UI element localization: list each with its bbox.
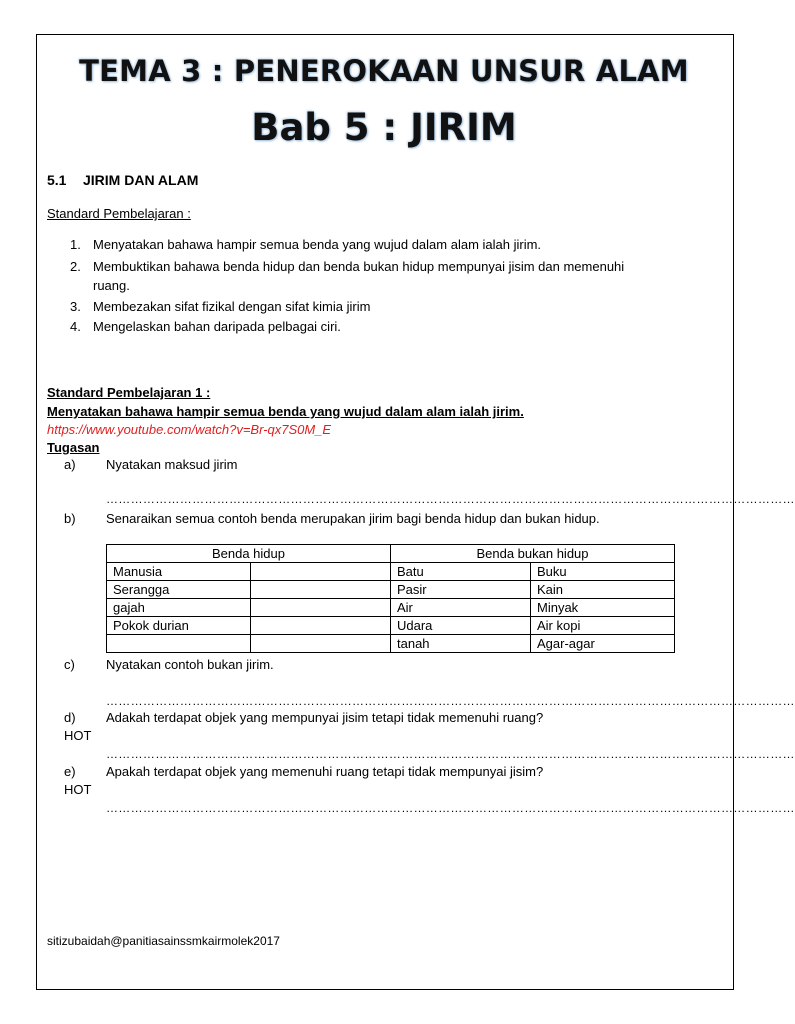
chapter-title: Bab 5 : JIRIM [251,106,517,149]
section-heading [47,172,198,188]
answer-line-e[interactable]: …………………………………………………………………………………………………………………………………………………… [106,801,795,815]
standard-item-continuation: ruang. [93,278,130,293]
table-header-row [107,545,675,563]
question-e-text: Apakah terdapat objek yang memenuhi ruang tetapi tidak mempunyai jisim? [106,764,544,779]
question-a-letter: a) [64,457,76,472]
answer-line-c[interactable]: …………………………………………………………………………………………………………………………………………………… [106,694,795,708]
question-c-letter: c) [64,657,75,672]
question-a-text: Nyatakan maksud jirim [106,457,238,472]
examples-table [106,544,675,653]
question-b-letter: b) [64,511,76,526]
question-e-letter: e) [64,764,76,779]
standard-item: 2. Membuktikan bahawa benda hidup dan benda bukan hidup mempunyai jisim dan memenuhi [70,259,625,274]
section-title: JIRIM DAN ALAM [83,172,199,188]
table-row: gajah Air Minyak [107,599,675,617]
standard-item: 4. Mengelaskan bahan daripada pelbagai ciri. [70,319,341,334]
answer-line-a[interactable]: …………………………………………………………………………………………………………………………………………………… [106,492,795,506]
answer-line-d[interactable]: …………………………………………………………………………………………………………………………………………………… [106,747,795,761]
standard-heading: Standard Pembelajaran : [47,206,191,221]
question-d-text: Adakah terdapat objek yang mempunyai jisim tetapi tidak memenuhi ruang? [106,710,544,725]
task-label: Tugasan [47,440,100,455]
header-benda-hidup: Benda hidup [107,545,391,563]
page-title: TEMA 3 : PENEROKAAN UNSUR ALAM [79,54,689,88]
standard-item: 3. Membezakan sifat fizikal dengan sifat kimia jirim [70,299,371,314]
section-number: 5.1 [47,172,67,188]
header-benda-bukan-hidup: Benda bukan hidup [391,545,675,563]
table-row: tanah Agar-agar [107,635,675,653]
footer-credit: sitizubaidah@panitiasainssmkairmolek2017 [47,934,280,948]
table-row: Pokok durian Udara Air kopi [107,617,675,635]
sp1-statement: Menyatakan bahawa hampir semua benda yang wujud dalam alam ialah jirim. [47,404,524,419]
question-c-text: Nyatakan contoh bukan jirim. [106,657,274,672]
table-row: Manusia Batu Buku [107,563,675,581]
table-row: Serangga Pasir Kain [107,581,675,599]
standard-item: 1. Menyatakan bahawa hampir semua benda yang wujud dalam alam ialah jirim. [70,237,542,252]
question-b-text: Senaraikan semua contoh benda merupakan jirim bagi benda hidup dan bukan hidup. [106,511,600,526]
sp1-heading: Standard Pembelajaran 1 : [47,385,211,400]
question-d-letter: d) [64,710,76,725]
youtube-link[interactable]: https://www.youtube.com/watch?v=Br-qx7S0M_E [47,422,332,437]
hot-tag-d: HOT [64,728,92,743]
hot-tag-e: HOT [64,782,92,797]
